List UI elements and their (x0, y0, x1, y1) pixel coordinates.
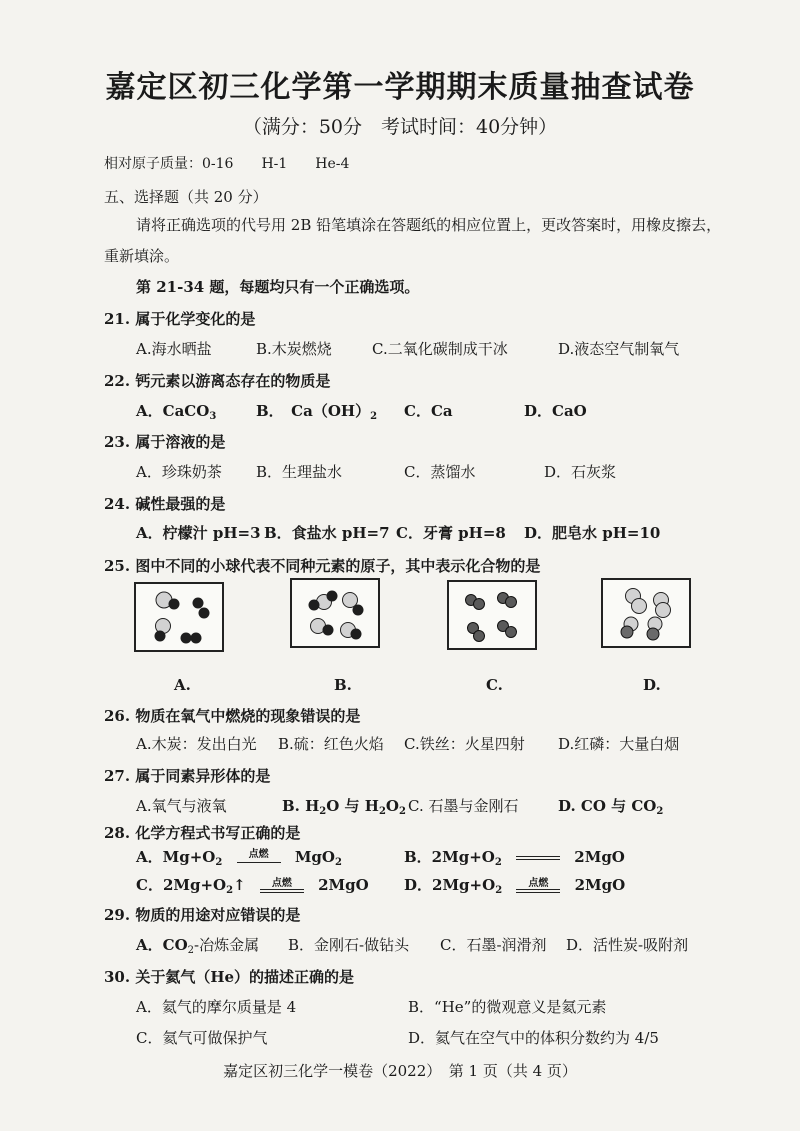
molecule-svg-c (449, 582, 535, 648)
page-footer: 嘉定区初三化学一模卷（2022） 第 1 页（共 4 页） (223, 1062, 577, 1080)
exam-subtitle: （满分：50分 考试时间：40分钟） (242, 116, 558, 138)
q30-option-c: C．氦气可做保护气 (136, 1029, 268, 1047)
q29-option-b: B．金刚石-做钻头 (288, 936, 410, 954)
molecule-diagram-a (134, 582, 224, 652)
exam-title: 嘉定区初三化学第一学期期末质量抽查试卷 (105, 70, 695, 105)
molecule-diagram-c (447, 580, 537, 650)
q25-option-a: A. (174, 676, 191, 694)
equals-sign-b (513, 856, 563, 860)
atomic-mass-line: 相对原子质量：0-16 H-1 He-4 (104, 156, 350, 172)
q21-option-a: A.海水晒盐 (136, 340, 212, 358)
molecule-svg-d (603, 580, 689, 646)
section-heading: 五、选择题（共 20 分） (104, 188, 268, 206)
q24-option-c: C．牙膏 pH=8 (396, 524, 506, 542)
q29-stem: 29. 物质的用途对应错误的是 (104, 906, 301, 924)
q24-stem: 24. 碱性最强的是 (104, 495, 226, 513)
q23-option-a: A．珍珠奶茶 (136, 463, 222, 481)
q26-option-a: A.木炭：发出白光 (136, 735, 257, 753)
q27-option-c: C. 石墨与金刚石 (408, 797, 519, 815)
subheading: 第 21-34 题，每题均只有一个正确选项。 (136, 278, 420, 296)
q27-option-a: A.氧气与液氧 (136, 797, 227, 815)
reaction-condition-d: 点燃 (513, 879, 563, 893)
molecule-svg-b (292, 580, 378, 646)
q21-option-d: D.液态空气制氧气 (558, 340, 680, 358)
q30-stem: 30. 关于氦气（He）的描述正确的是 (104, 968, 355, 986)
molecule-svg-a (136, 584, 222, 650)
q29-option-c: C．石墨-润滑剂 (440, 936, 547, 954)
q24-option-d: D．肥皂水 pH=10 (524, 524, 661, 542)
q28-stem: 28. 化学方程式书写正确的是 (104, 824, 301, 842)
q23-option-d: D．石灰浆 (544, 463, 617, 481)
q28-option-b: B．$2Mg+O_2$ 2MgO (404, 848, 625, 868)
instruction-line-2: 重新填涂。 (104, 247, 180, 265)
q21-option-c: C.二氧化碳制成干冰 (372, 340, 508, 358)
reaction-condition-c: 点燃 (257, 879, 307, 893)
instruction-line-1: 请将正确选项的代号用 2B 铅笔填涂在答题纸的相应位置上，更改答案时，用橡皮擦去， (136, 216, 722, 234)
q28-option-d: D．$2Mg+O_2$ 点燃 2MgO (404, 876, 626, 896)
q21-stem: 21. 属于化学变化的是 (104, 310, 256, 328)
q22-stem: 22. 钙元素以游离态存在的物质是 (104, 372, 331, 390)
q23-option-c: C．蒸馏水 (404, 463, 476, 481)
q25-option-c: C. (486, 676, 503, 694)
q22-option-d: D．CaO (524, 402, 587, 420)
q25-option-b: B. (334, 676, 352, 694)
q23-option-b: B．生理盐水 (256, 463, 343, 481)
q26-option-c: C.铁丝：火星四射 (404, 735, 525, 753)
q28-option-c: C．$2Mg+O_2↑$ 点燃 2MgO (136, 876, 369, 896)
q27-option-d: D. CO 与 $CO_2$ (558, 797, 664, 817)
q26-option-d: D.红磷：大量白烟 (558, 735, 680, 753)
q30-option-b: B．“He”的微观意义是氦元素 (408, 998, 607, 1016)
molecule-diagram-d (601, 578, 691, 648)
q27-stem: 27. 属于同素异形体的是 (104, 767, 271, 785)
q22-option-b: B． $Ca(OH)_2$ (256, 402, 378, 422)
q27-option-b: B. $H_2O$ 与 $H_2O_2$ (282, 797, 406, 817)
q26-stem: 26. 物质在氧气中燃烧的现象错误的是 (104, 707, 361, 725)
q29-option-a: A．$CO_2-$冶炼金属 (136, 936, 260, 956)
q24-option-a: A．柠檬汁 pH=3 (136, 524, 261, 542)
q30-option-a: A．氦气的摩尔质量是 4 (136, 998, 297, 1016)
q24-option-b: B．食盐水 pH=7 (264, 524, 390, 542)
q30-option-d: D．氦气在空气中的体积分数约为 4/5 (408, 1029, 659, 1047)
molecule-diagram-b (290, 578, 380, 648)
q25-option-d: D. (643, 676, 661, 694)
q23-stem: 23. 属于溶液的是 (104, 433, 226, 451)
q29-option-d: D．活性炭-吸附剂 (566, 936, 689, 954)
q25-stem: 25. 图中不同的小球代表不同种元素的原子，其中表示化合物的是 (104, 557, 541, 575)
reaction-condition-a: 点燃 (234, 850, 284, 867)
q22-option-c: C．Ca (404, 402, 453, 420)
q26-option-b: B.硫：红色火焰 (278, 735, 384, 753)
q21-option-b: B.木炭燃烧 (256, 340, 332, 358)
q28-option-a: A．$Mg+O_2$ 点燃 MgO$_2$ (136, 848, 342, 868)
q22-option-a: A．CaCO$_3$ (136, 402, 217, 422)
